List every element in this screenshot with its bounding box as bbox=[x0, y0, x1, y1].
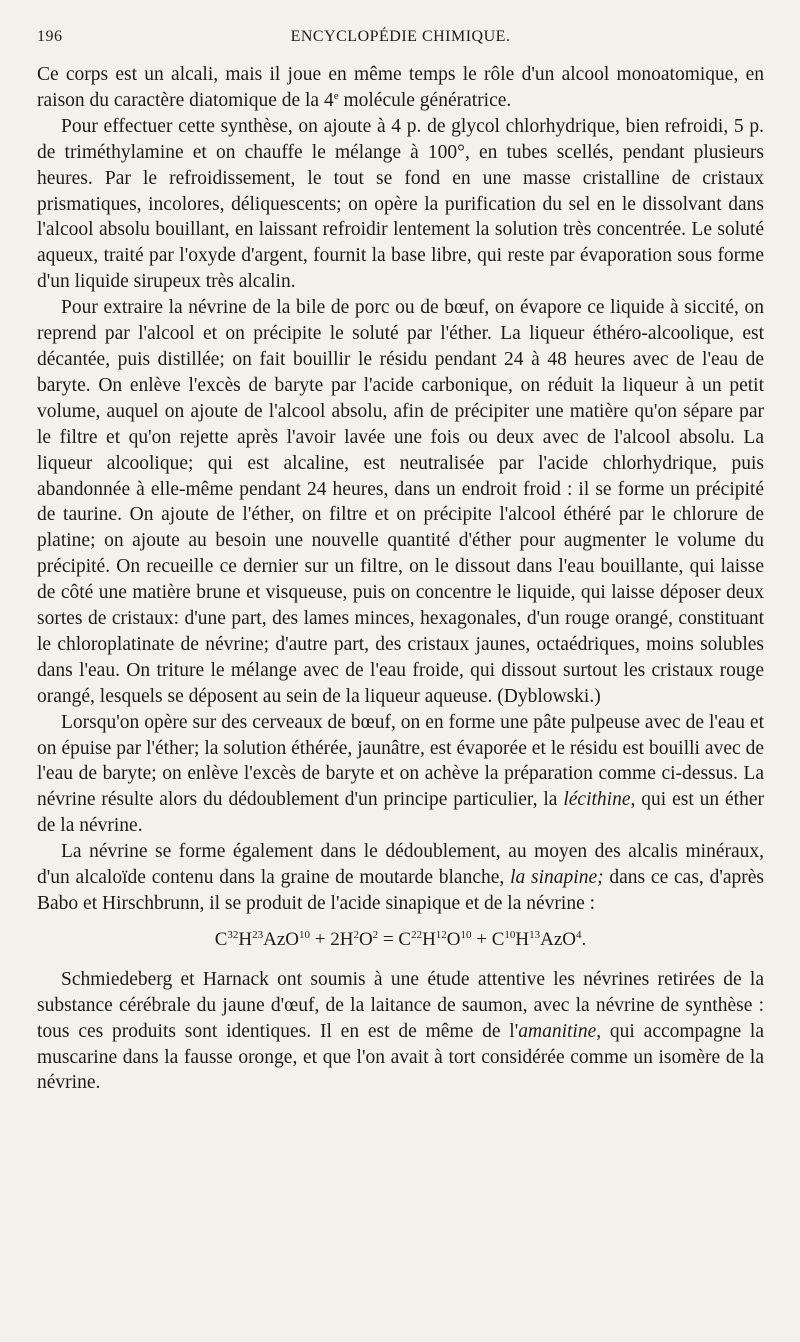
paragraph-2: Pour effectuer cette synthèse, on ajoute à 4 p. de glycol chlorhydrique, bien refroidi, 5 p. de triméthylamine et on chauffe le mélange à 100°, en tubes scellés, pendant plusieurs heures. Par le refroidissement, le tout se fond en une masse cristalline de cristaux prismatiques, incolores, déliquescents; on opère la purification du sel en le dissolvant dans l'alcool absolu bouillant, en laissant refroidir lentement la solution très concentrée. Le soluté aqueux, traité par l'oxyde d'argent, fournit la base libre, qui reste par évaporation sous forme d'un liquide sirupeux très alcalin. bbox=[37, 115, 764, 293]
page-header bbox=[37, 28, 764, 54]
paragraph-1: Ce corps est un alcali, mais il joue en même temps le rôle d'un alcool monoatomique, en raison du caractère diatomique de la 4e molécule génératrice. bbox=[37, 64, 764, 111]
paragraph-4: Lorsqu'on opère sur des cerveaux de bœuf, on en forme une pâte pulpeuse avec de l'eau et on épuise par l'éther; la solution éthérée, jaunâtre, est évaporée et le résidu est bouilli avec de l'eau de baryte; on enlève l'excès de baryte et on achève la préparation comme ci-dessus. La névrine résulte alors du dédoublement d'un principe particulier, la lécithine, qui est un éther de la névrine. bbox=[37, 711, 764, 837]
paragraph-3: Pour extraire la névrine de la bile de porc ou de bœuf, on évapore ce liquide à siccité, on reprend par l'alcool et on précipite le soluté par l'éther. La liqueur éthéro-alcoolique, est décantée, puis distillée; on fait bouillir le résidu pendant 24 à 48 heures avec de l'eau de baryte. On enlève l'excès de baryte par l'acide carbonique, on réduit la liqueur à un petit volume, auquel on ajoute de l'alcool absolu, afin de précipiter une matière qu'on sépare par le filtre et qu'on rejette après l'avoir lavée une fois ou deux avec de l'alcool absolu. La liqueur alcoolique; qui est alcaline, est neutralisée par l'acide chlorhydrique, puis abandonnée à elle-même pendant 24 heures, dans un endroit froid : il se forme un précipité de taurine. On ajoute de l'éther, on filtre et on précipite l'alcool éthéré par le chlorure de platine; on ajoute au besoin une nouvelle quantité d'éther pour augmenter le volume du précipité. On recueille ce dernier sur un filtre, on le dissout dans l'eau bouillante, qui laisse de côté une matière brune et visqueuse, puis on concentre le liquide, qui laisse déposer deux sortes de cristaux: d'une part, des lames minces, hexagonales, d'un rouge orangé, constituant le chloroplatinate de névrine; d'autre part, des cristaux jaunes, octaédriques, moins solubles dans l'eau. On triture le mélange avec de l'eau froide, qui dissout surtout les cristaux rouge orangé, lesquels se déposent au sein de la liqueur aqueuse. (Dyblowski.) bbox=[37, 297, 764, 707]
running-title: ENCYCLOPÉDIE CHIMIQUE. bbox=[290, 28, 511, 45]
page-number: 196 bbox=[37, 28, 63, 45]
page-body bbox=[37, 62, 764, 1096]
chemical-equation: $C^{32}H^{23}AzO^{10} + 2H^2O^2 = C^{22}H^{12}O^{10} + C^{10}H^{13}AzO^4$. bbox=[214, 928, 587, 950]
paragraph-6: Schmiedeberg et Harnack ont soumis à une étude attentive les névrines retirées de la substance cérébrale du jaune d'œuf, de la laitance de saumon, avec la névrine de synthèse : tous ces produits sont identiques. Il en est de même de l'amanitine, qui accompagne la muscarine dans la fausse oronge, et que l'on avait à tort considérée comme un isomère de la névrine. bbox=[37, 968, 764, 1094]
paragraph-5: La névrine se forme également dans le dédoublement, au moyen des alcalis minéraux, d'un alcaloïde contenu dans la graine de moutarde blanche, la sinapine; dans ce cas, d'après Babo et Hirschbrunn, il se produit de l'acide sinapique et de la névrine : bbox=[37, 841, 764, 914]
